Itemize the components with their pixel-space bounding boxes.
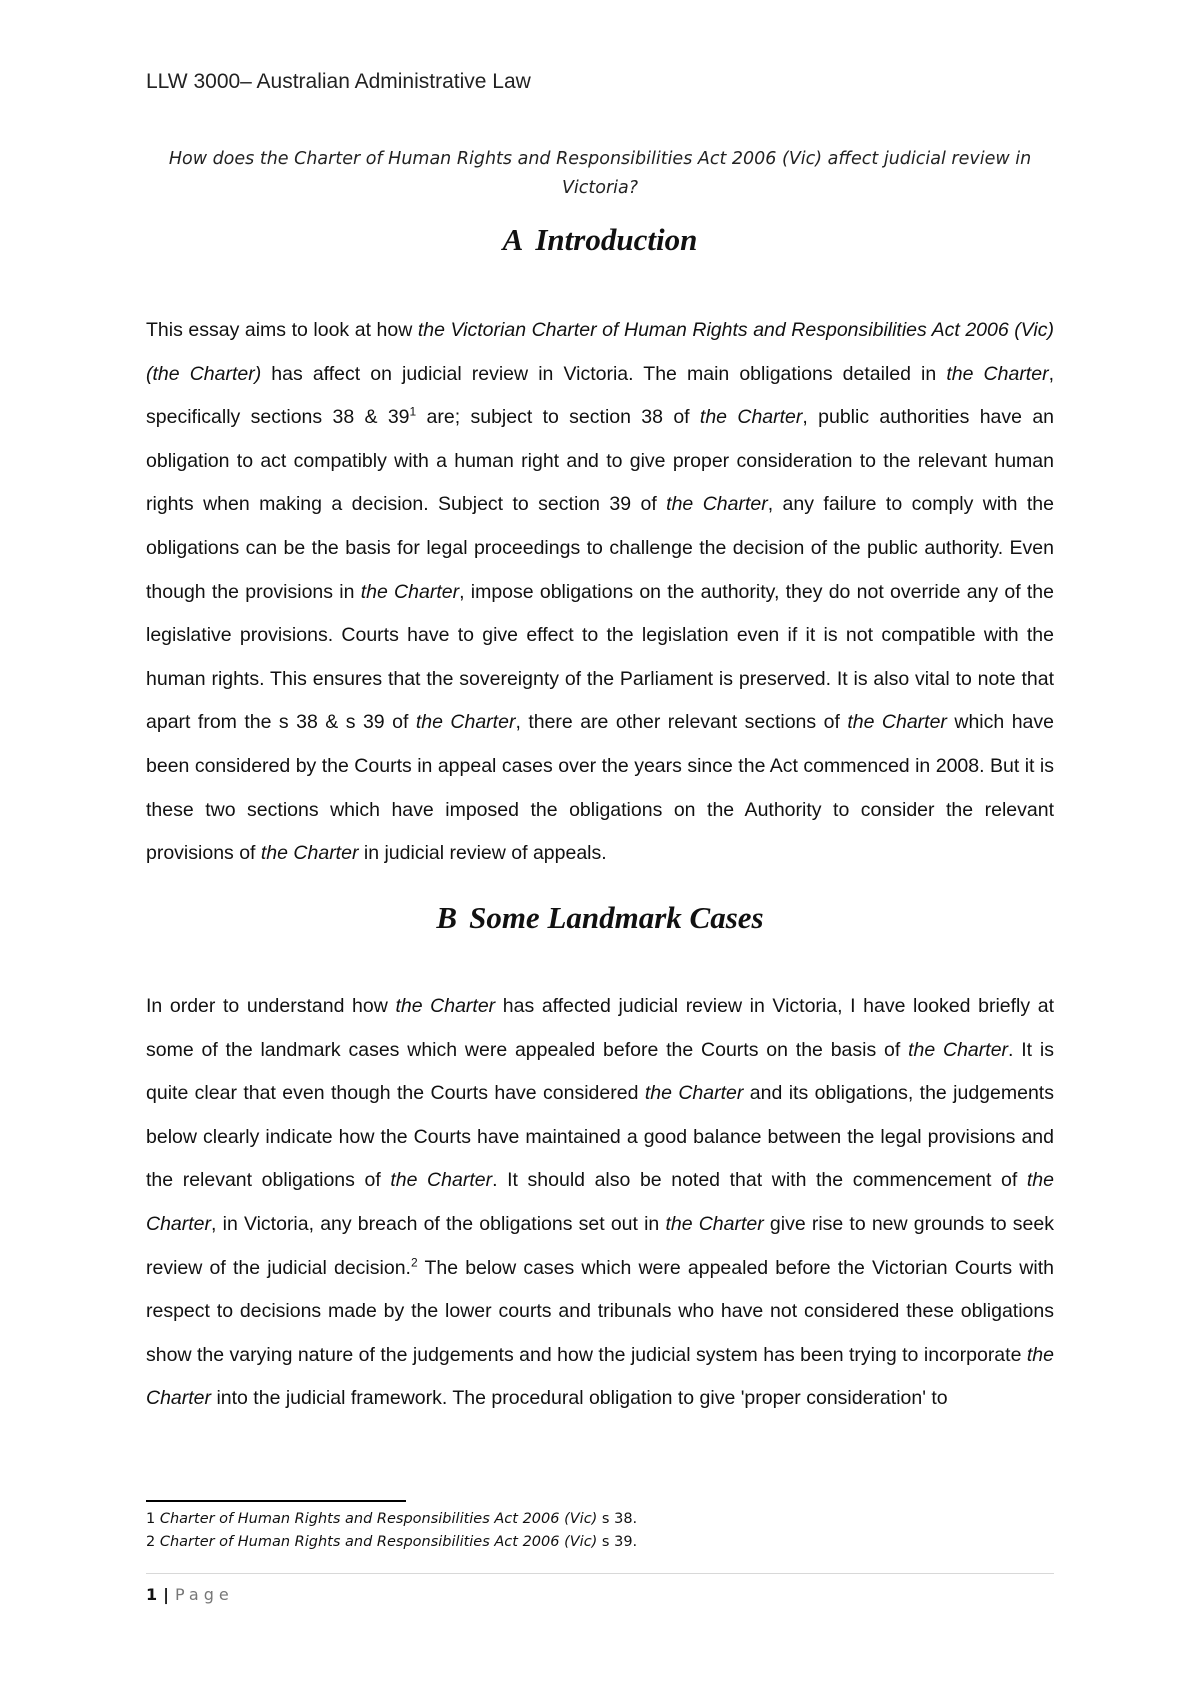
italic-run: the Charter	[666, 493, 768, 516]
text-run: The below cases which were appealed before the Victorian Courts with respect to decisions made by the lower courts and tribunals who have not considered these obligations show the varying nature of the judgements and how the judicial system has been trying to incorporate	[146, 1256, 1054, 1366]
footnote-title: Charter of Human Rights and Responsibilities Act 2006 (Vic)	[159, 1511, 598, 1527]
text-run: has affected judicial review in Victoria, I have looked briefly at some of the landmark cases which were appealed before the Courts on the basis of	[146, 995, 1054, 1061]
footnote-number: 2	[146, 1534, 156, 1550]
italic-run: the Charter	[360, 580, 460, 603]
italic-run: the Charter	[146, 1343, 1054, 1410]
section-letter: A	[502, 222, 524, 257]
text-run: give rise to new grounds to seek review of the judicial decision.	[146, 1212, 1054, 1279]
page-footer	[146, 1585, 234, 1604]
italic-run: the Charter	[699, 406, 803, 429]
text-run: into the judicial framework. The procedural obligation to give 'proper consideration' to	[211, 1387, 948, 1410]
italic-run: the Charter	[260, 842, 359, 865]
landmark-cases-paragraph	[146, 985, 1054, 1421]
text-run: In order to understand how	[146, 995, 396, 1017]
italic-run: the Charter	[390, 1169, 493, 1192]
essay-question: How does the Charter of Human Rights and Responsibilities Act 2006 (Vic) affect judicial review in Victoria?	[168, 149, 1032, 198]
text-run: in judicial review of appeals.	[358, 842, 607, 865]
footnote-ref-text: s 38.	[597, 1511, 638, 1527]
text-run: , there are other relevant sections of	[515, 711, 848, 734]
text-run: has affect on judicial review in Victoria. The main obligations detailed in	[261, 362, 947, 385]
italic-run: the Charter	[395, 995, 496, 1017]
text-run: and its obligations, the judgements below clearly indicate how the Courts have maintained a good balance between the legal provisions and the relevant obligations of	[146, 1082, 1054, 1192]
text-run: , specifically sections 38 & 39	[146, 362, 1054, 429]
footer-separator: |	[163, 1585, 169, 1604]
italic-run: the Charter	[644, 1082, 744, 1105]
footnotes	[146, 1508, 637, 1554]
footnote-number: 1	[146, 1511, 156, 1527]
running-header: LLW 3000– Australian Administrative Law	[146, 70, 531, 93]
page-label: Page	[174, 1585, 234, 1604]
page-number: 1	[146, 1585, 158, 1604]
section-letter: B	[436, 900, 458, 935]
footer-divider	[146, 1573, 1054, 1574]
footnote-item	[146, 1508, 637, 1531]
footnote-ref-text: s 39.	[597, 1534, 638, 1550]
section-title: Introduction	[535, 222, 698, 257]
italic-run: the Charter	[665, 1212, 764, 1235]
footnote-ref[interactable]: 1	[409, 404, 417, 419]
section-heading-introduction	[146, 222, 1054, 258]
footnote-title: Charter of Human Rights and Responsibilities Act 2006 (Vic)	[159, 1534, 598, 1550]
italic-run: the Charter	[946, 362, 1049, 385]
text-run: , any failure to comply with the obligations can be the basis for legal proceedings to challenge the decision of the public authority. Even though the provisions in	[146, 493, 1054, 603]
text-run: This essay aims to look at how	[146, 319, 418, 341]
section-title: Some Landmark Cases	[469, 900, 764, 935]
italic-run: the Victorian Charter of Human Rights and Responsibilities Act 2006 (Vic) (the Charter)	[146, 319, 1054, 385]
footnote-separator	[146, 1500, 406, 1502]
text-run: , public authorities have an obligation to act compatibly with a human right and to give proper consideration to the relevant human rights when making a decision. Subject to section 39 of	[146, 406, 1055, 516]
italic-run: the Charter	[847, 711, 947, 734]
italic-run: the Charter	[415, 711, 516, 734]
text-run: . It should also be noted that with the commencement of	[492, 1169, 1027, 1192]
text-run: , impose obligations on the authority, they do not override any of the legislative provisions. Courts have to give effect to the legislation even if it is not compatible with the human rights. This ensures that the sovereignty of the Parliament is preserved. It is also vital to note that apart from the s 38 & s 39 of	[146, 580, 1054, 734]
italic-run: the Charter	[146, 1169, 1054, 1235]
italic-run: the Charter	[908, 1038, 1009, 1061]
text-run: . It is quite clear that even though the Courts have considered	[146, 1038, 1054, 1105]
footnote-ref[interactable]: 2	[410, 1255, 418, 1270]
footnote-item	[146, 1531, 637, 1554]
introduction-paragraph	[146, 309, 1054, 876]
text-run: are; subject to section 38 of	[416, 406, 700, 429]
text-run: , in Victoria, any breach of the obligations set out in	[211, 1212, 666, 1235]
section-heading-landmark-cases	[146, 900, 1054, 936]
text-run: which have been considered by the Courts in appeal cases over the years since the Act commenced in 2008. But it is these two sections which have imposed the obligations on the Authority to consider the relevant provisions of	[146, 711, 1054, 865]
